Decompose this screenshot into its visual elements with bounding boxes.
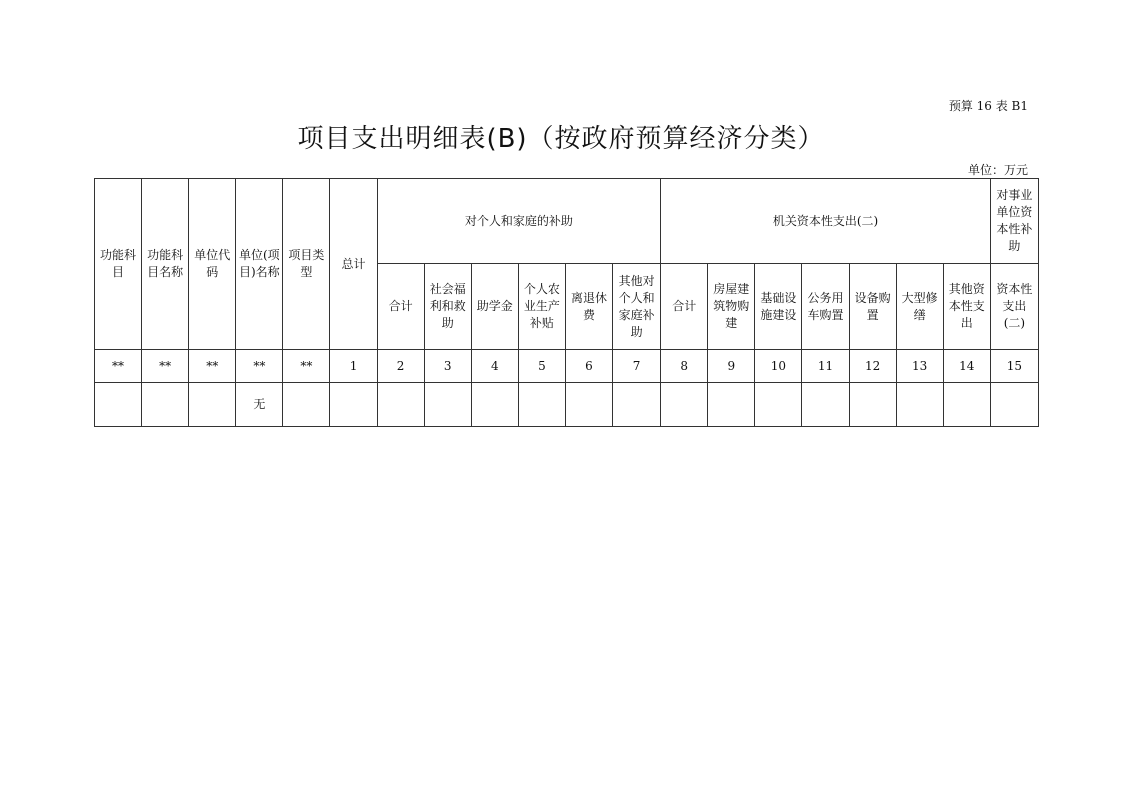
- index-cell: **: [95, 350, 142, 383]
- cell-pf-total: [377, 383, 424, 427]
- subcol-header-farm-production-subsidy: 个人农业生产补贴: [518, 264, 565, 350]
- subcol-header-infrastructure: 基础设施建设: [755, 264, 802, 350]
- cell-func-subject-name: [142, 383, 189, 427]
- cell-farm-production-subsidy: [518, 383, 565, 427]
- cell-social-welfare: [424, 383, 471, 427]
- cell-building-construction: [708, 383, 755, 427]
- col-header-unit-code: 单位代码: [189, 179, 236, 350]
- index-cell: 7: [613, 350, 661, 383]
- col-header-total: 总计: [330, 179, 377, 350]
- budget-table: [94, 178, 1039, 427]
- index-cell: 15: [990, 350, 1038, 383]
- subcol-header-major-repair: 大型修缮: [896, 264, 943, 350]
- subcol-header-equipment-purchase: 设备购置: [849, 264, 896, 350]
- col-header-project-type: 项目类型: [283, 179, 330, 350]
- index-cell: 8: [661, 350, 708, 383]
- index-cell: 2: [377, 350, 424, 383]
- index-cell: 11: [802, 350, 849, 383]
- index-cell: 4: [471, 350, 518, 383]
- cell-unit-project-name: 无: [236, 383, 283, 427]
- cell-cap-total: [661, 383, 708, 427]
- subcol-header-cap-total: 合计: [661, 264, 708, 350]
- cell-other-personal-subsidy: [613, 383, 661, 427]
- cell-project-type: [283, 383, 330, 427]
- cell-total: [330, 383, 377, 427]
- col-header-func-subject: 功能科目: [95, 179, 142, 350]
- subcol-header-social-welfare: 社会福利和救助: [424, 264, 471, 350]
- index-row: [95, 350, 1039, 383]
- form-code: 预算 16 表 B1: [948, 99, 1028, 113]
- cell-other-capital: [943, 383, 990, 427]
- index-cell: **: [236, 350, 283, 383]
- group-header-personal-family-subsidy: 对个人和家庭的补助: [377, 179, 661, 264]
- cell-equipment-purchase: [849, 383, 896, 427]
- cell-retirement-fee: [565, 383, 612, 427]
- col-header-func-subject-name: 功能科目名称: [142, 179, 189, 350]
- cell-major-repair: [896, 383, 943, 427]
- index-cell: 6: [565, 350, 612, 383]
- cell-student-grant: [471, 383, 518, 427]
- cell-unit-code: [189, 383, 236, 427]
- cell-infrastructure: [755, 383, 802, 427]
- cell-func-subject: [95, 383, 142, 427]
- page-title: 项目支出明细表(B)（按政府预算经济分类）: [297, 124, 825, 154]
- subcol-header-retirement-fee: 离退休费: [565, 264, 612, 350]
- header-row-1: [95, 179, 1039, 264]
- index-cell: 5: [518, 350, 565, 383]
- subcol-header-building-construction: 房屋建筑物购建: [708, 264, 755, 350]
- group-header-public-institution-capital-subsidy: 对事业单位资本性补助: [990, 179, 1038, 264]
- index-cell: 1: [330, 350, 377, 383]
- index-cell: **: [189, 350, 236, 383]
- index-cell: 13: [896, 350, 943, 383]
- subcol-header-other-personal-subsidy: 其他对个人和家庭补助: [613, 264, 661, 350]
- index-cell: 14: [943, 350, 990, 383]
- group-header-capital-expenditure: 机关资本性支出(二): [661, 179, 991, 264]
- index-cell: **: [283, 350, 330, 383]
- subcol-header-official-vehicle: 公务用车购置: [802, 264, 849, 350]
- cell-official-vehicle: [802, 383, 849, 427]
- subcol-header-other-capital: 其他资本性支出: [943, 264, 990, 350]
- index-cell: 10: [755, 350, 802, 383]
- index-cell: **: [142, 350, 189, 383]
- index-cell: 3: [424, 350, 471, 383]
- unit-label: 单位：万元: [967, 163, 1028, 177]
- index-cell: 9: [708, 350, 755, 383]
- col-header-unit-project-name: 单位(项目)名称: [236, 179, 283, 350]
- subcol-header-capital-expenditure-2: 资本性支出(二): [990, 264, 1038, 350]
- cell-capital-expenditure-2: [990, 383, 1038, 427]
- index-cell: 12: [849, 350, 896, 383]
- subcol-header-student-grant: 助学金: [471, 264, 518, 350]
- subcol-header-pf-total: 合计: [377, 264, 424, 350]
- table-row: [95, 383, 1039, 427]
